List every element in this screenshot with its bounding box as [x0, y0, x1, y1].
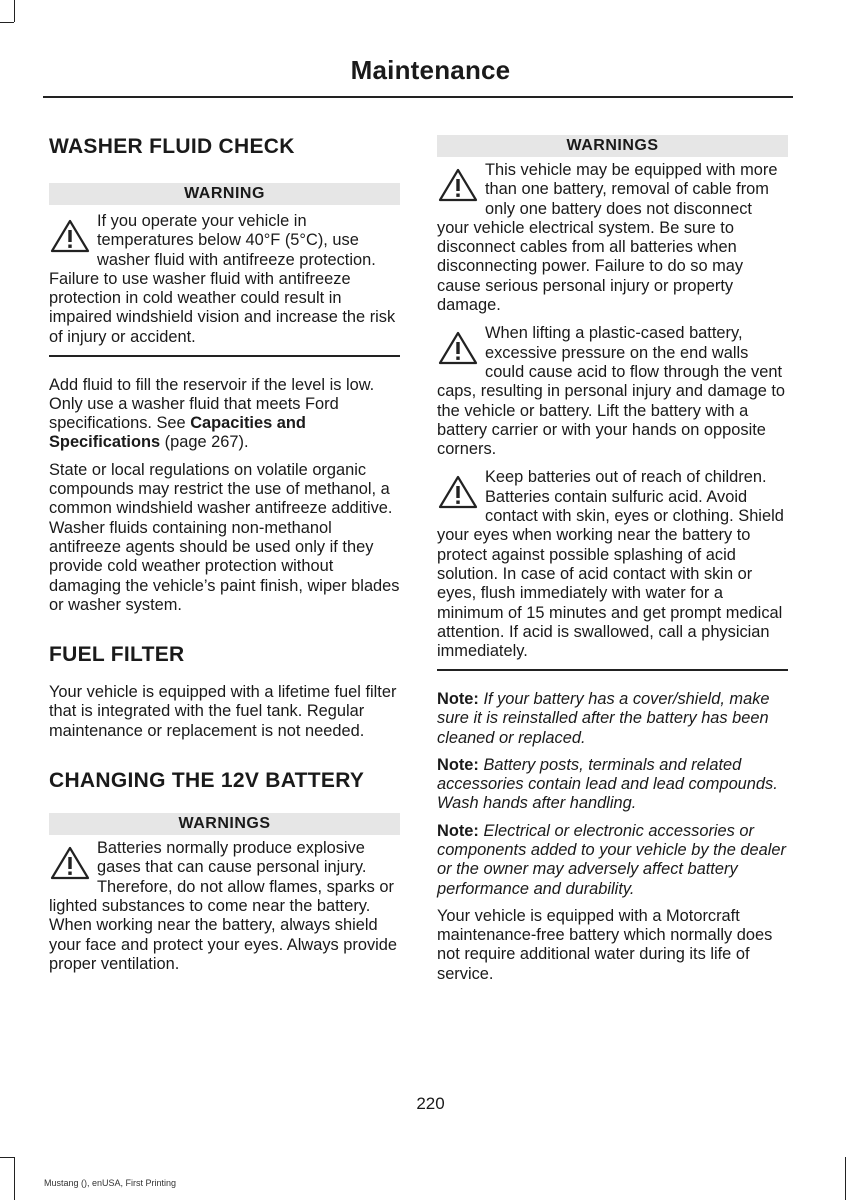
page-number: 220: [416, 1094, 445, 1113]
note-label: Note:: [437, 821, 479, 840]
warnings-banner: WARNINGS: [437, 135, 788, 157]
note-2: [437, 756, 788, 814]
note-label: Note:: [437, 755, 479, 774]
crop-mark: [845, 1157, 846, 1200]
crop-mark: [0, 22, 14, 23]
footer-text: Mustang (), enUSA, First Printing: [44, 1178, 177, 1188]
battery-warning-2-text: When lifting a plastic-cased battery, excessive pressure on the end walls could cause acid to flow through the vent caps, resulting in personal injury and damage to the vehicle or battery. Lift the battery with a battery carrier or with your hands on opposite corners.: [437, 324, 786, 459]
note-1: [437, 690, 788, 748]
battery-heading: CHANGING THE 12V BATTERY: [49, 769, 365, 793]
warning-triangle-icon: [437, 474, 479, 510]
washer-para-1-text: Add fluid to fill the reservoir if the level is low. Only use a washer fluid that meets Ford specifications. See: [49, 375, 375, 433]
note-text: Electrical or electronic accessories or components added to your vehicle by the dealer or the owner may adversely affect battery performance and durability.: [437, 821, 786, 898]
battery-warning-1-text: This vehicle may be equipped with more than one battery, removal of cable from only one battery does not disconnect your vehicle electrical system. Be sure to disconnect cables from all batteries when disconnecting power. Failure to do so may cause serious personal injury or property damage.: [437, 161, 778, 315]
warning-banner: WARNING: [49, 183, 400, 205]
note-label: Note:: [437, 689, 479, 708]
note-text: Battery posts, terminals and related accessories contain lead and lead compounds. Wash hands after handling.: [437, 755, 778, 813]
note-3: [437, 822, 788, 899]
left-column: [49, 128, 400, 974]
battery-warning: [49, 839, 400, 974]
crop-mark: [0, 1157, 14, 1158]
battery-warning-3-text: Keep batteries out of reach of children. Batteries contain sulfuric acid. Avoid contact with skin, eyes or clothing. Shield your eyes when working near the battery to protect against possible splashing of acid solution. In case of acid contact with skin or eyes, flush immediately with water for a minimum of 15 minutes and get prompt medical attention. If acid is swallowed, call a physician immediately.: [437, 468, 784, 661]
section-divider: [49, 355, 400, 357]
washer-para-1: [49, 376, 400, 453]
battery-warning-3: [437, 468, 788, 661]
warning-triangle-icon: [437, 330, 479, 366]
right-column: [437, 135, 788, 984]
battery-warning-2: [437, 324, 788, 459]
battery-warning-1: [437, 161, 788, 315]
warning-triangle-icon: [49, 845, 91, 881]
washer-warning: [49, 212, 400, 347]
header-divider: [43, 96, 793, 98]
fuel-filter-heading: FUEL FILTER: [49, 643, 185, 667]
washer-fluid-heading: WASHER FLUID CHECK: [49, 135, 295, 158]
warning-triangle-icon: [49, 218, 91, 254]
capacities-link[interactable]: Capacities and Specifications: [49, 414, 306, 452]
washer-para-1-page: (page 267).: [160, 433, 249, 452]
battery-warning-text: Batteries normally produce explosive gases that can cause personal injury. Therefore, do not allow flames, sparks or lighted substances to come near the battery. When working near the battery, always shield your face and protect your eyes. Always provide proper ventilation.: [49, 839, 398, 973]
page-title: Maintenance: [350, 55, 511, 85]
washer-warning-text: If you operate your vehicle in temperatures below 40°F (5°C), use washer fluid with antifreeze protection. Failure to use washer fluid with antifreeze protection in cold weather could result in impaired windshield vision and increase the risk of injury or accident.: [49, 212, 396, 346]
note-text: If your battery has a cover/shield, make sure it is reinstalled after the battery has been cleaned or replaced.: [437, 689, 770, 747]
battery-para: Your vehicle is equipped with a Motorcraft maintenance-free battery which normally does not require additional water during its life of service.: [437, 906, 773, 983]
warning-triangle-icon: [437, 167, 479, 203]
section-divider: [437, 669, 788, 671]
washer-para-2: State or local regulations on volatile organic compounds may restrict the use of methanol, a common windshield washer antifreeze additive. Washer fluids containing non-methanol antifreeze agents should be used only if they provide cold weather protection without damaging the vehicle’s paint finish, wiper blades or washer system.: [49, 460, 400, 614]
fuel-filter-para: Your vehicle is equipped with a lifetime fuel filter that is integrated with the fuel tank. Regular maintenance or replacement is not needed.: [49, 683, 397, 740]
warnings-banner: WARNINGS: [49, 813, 400, 835]
crop-mark: [14, 0, 15, 22]
crop-mark: [14, 1157, 15, 1200]
